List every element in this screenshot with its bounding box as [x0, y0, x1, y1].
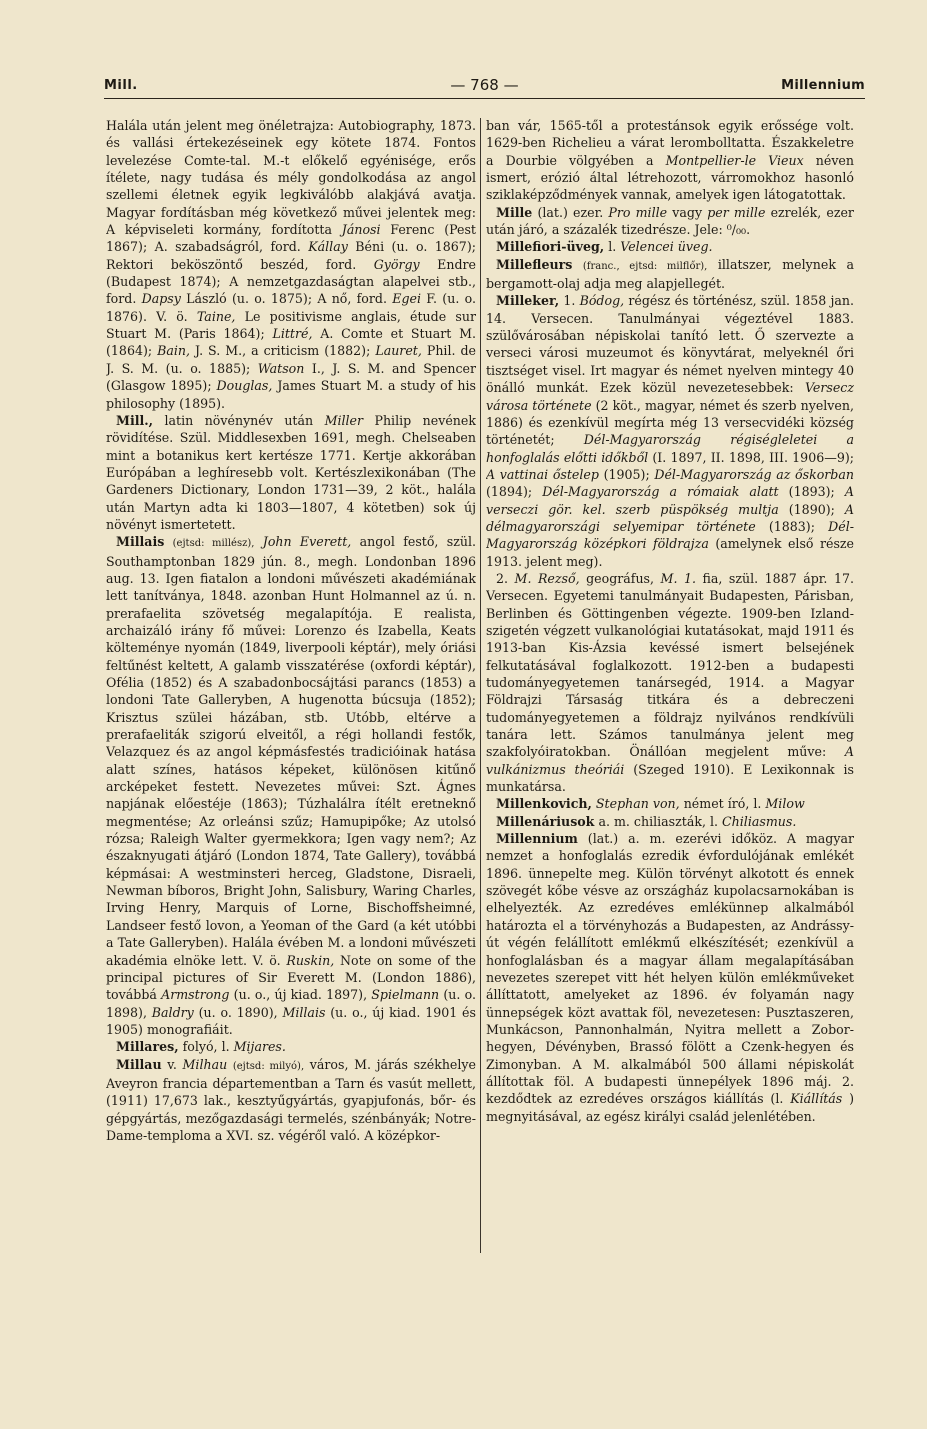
entry-milleker-bodog: Milleker, 1. Bódog, régész és történész, szül. 1858 jan. 14. Versecen. Tanulmányai végeztével 1883. szülővárosában népiskolai tanító lett. Ő szervezte a verseci városi muzeumot és könyvtárat, melyeknél őri tisztséget visel. Irt magyar és német nyelven mintegy 40 önálló munkát. Ezek közül nevezetesebbek: Versecz városa története (2 köt., magyar, német és szerb nyelven, 1886) és ezenkívül megírta még 13 versecvidéki község történetét; Dél-Magyarország régiségleletei a honfoglalás előtti időkből (I. 1897, II. 1898, III. 1906—9); A vattinai őstelep (1905); Dél-Magyarország az őskorban (1894); Dél-Magyarország a rómaiak alatt (1893); A verseczi gör. kel. szerb püspökség multja (1890); A délmagyarországi selyemipar története (1883); Dél-Magyarország középkori földrajza (amelynek első része 1913. jelent meg). — [486, 293, 854, 569]
entry-mille: Mille (lat.) ezer. Pro mille vagy per mille ezrelék, ezer után járó, a százalék tizedrésze. Jele: ⁰/₀₀. — [486, 204, 854, 238]
page-header — [104, 76, 865, 99]
column-divider — [480, 118, 481, 1253]
header-right-keyword: Millennium — [781, 78, 865, 93]
entry-milleker-rezso: 2. M. Rezső, geográfus, M. 1. fia, szül. 1887 ápr. 17. Versecen. Egyetemi tanulmányait Budapesten, Párisban, Berlinben és Göttingenben végezte. 1909-ben Izland-szigetén végzett vulkanológiai kutatásokat, majd 1911 és 1913-ban Kis-Ázsia kevéssé ismert belsejének felkutatásával foglalkozott. 1912-ben a budapesti tudományegyetemen tanársegéd, 1914. a Magyar Földrajzi Társaság titkára és a debreczeni tudományegyetemen a földrajz nyilvános rendkívüli tanára lett. Számos tanulmánya jelent meg szakfolyóiratokban. Önállóan megjelent műve: A vulkánizmus theóriái (Szeged 1910). E Lexikonnak is munkatársa. — [486, 570, 854, 795]
right-column — [486, 117, 854, 1237]
entry-millau: Millau v. Milhau (ejtsd: milyó), város, M. járás székhelye Aveyron francia départementban a Tarn és vasút mellett, (1911) 17,673 lak., kesztyűgyártás, gyapjufonás, bőr- és gépgyártás, mezőgazdasági termelés, szénbányák; Notre-Dame-temploma a XVI. sz. végéről való. A középkor- — [106, 1056, 476, 1143]
header-left-keyword: Mill. — [104, 78, 138, 93]
entry-millares: Millares, folyó, l. Mijares. — [116, 1039, 286, 1055]
entry-millefleurs: Millefleurs (franc., ejtsd: milflőr), illatszer, melynek a bergamott-olaj adja meg alapjellegét. — [486, 256, 854, 292]
left-column — [106, 117, 476, 1237]
page-number: — 768 — — [450, 76, 519, 94]
entry-mill-continued: Halála után jelent meg önéletrajza: Autobiography, 1873. és vallási értekezéseinek egy kötete 1874. Fontos levelezése Comte-tal. M.-t előkelő egyénisége, erős ítélete, nagy tudása és mély gondolkodása az angol szellemi életnek egyik legkiválóbb alakjává avatja. Magyar fordításban még következő művei jelentek meg: A képviseleti kormány, fordította Jánosi Ferenc (Pest 1867); A. szabadságról, ford. Kállay Béni (u. o. 1867); Rektori beköszöntő beszéd, ford. György Endre (Budapest 1874); A nemzetgazdaságtan alapelvei stb., ford. Dapsy László (u. o. 1875); A nő, ford. Egei F. (u. o. 1876). V. ö. Taine, Le positivisme anglais, étude sur Stuart M. (Paris 1864); Littré, A. Comte et Stuart M. (1864); Bain, J. S. M., a criticism (1882); Lauret, Phil. de J. S. M. (u. o. 1885); Watson I., J. S. M. and Spencer (Glasgow 1895); Douglas, James Stuart M. a study of his philosophy (1895). — [106, 118, 476, 411]
entry-millefiori: Millefiori-üveg, l. Velencei üveg. — [496, 239, 713, 255]
entry-millenariusok: Millenáriusok a. m. chiliaszták, l. Chiliasmus. — [496, 813, 797, 829]
entry-millenkovich: Millenkovich, Stephan von, német író, l. Milow — [496, 796, 805, 812]
entry-mill-botanist: Mill., latin növénynév után Miller Philip nevének rövidítése. Szül. Middlesexben 1691, megh. Chelseaben mint a botanikus kert kertésze 1771. Kertje akkorában Európában a leghíresebb volt. Kertészlexikonában (The Gardeners Dictionary, London 1731—39, 2 köt., halála után Martyn adta ki 1803—1807, 4 kötetben) sok új növényt ismertetett. — [106, 412, 476, 532]
entry-millais: Millais (ejtsd: millész), John Everett, angol festő, szül. Southamptonban 1829 jún. 8., megh. Londonban 1896 aug. 13. Igen fiatalon a londoni művészeti akadémiának lett tanítványa, 1848. azonban Hunt Holmannel az ú. n. prerafaelita szövetség megalapítója. E realista, archaizáló irány fő művei: Lorenzo és Izabella, Keats költeménye nyomán (1849, liverpooli képtár), mely óriási feltűnést keltett, A galamb visszatérése (oxfordi képtár), Ofélia (1852) és A szabadonbocsájtási parancs (1853) a londoni Tate Galleryben, A hugenotta búcsuja (1852); Krisztus szülei házában, stb. Utóbb, eltérve a prerafaeliták szigorú elveitől, a régi hollandi festők, Velazquez és az angol képmásfestés tradicióinak hatása alatt színes, hatásos képeket, különösen kitűnő arcképeket festett. Nevezetes művei: Szt. Ágnes napjának előestéje (1863); Túzhalálra ítélt eretneknő megmentése; Az orleánsi szűz; Hamupipőke; Az utolsó rózsa; Raleigh Walter gyermekkora; Igen vagy nem?; Az északnyugati átjáró (London 1874, Tate Gallery), továbbá képmásai: A westminsteri herceg, Gladstone, Disraeli, Newman bíboros, Bright John, Salisbury, Waring Charles, Irving Henry, Marquis of Lorne, Bischoffsheimné, Landseer festő lovon, a Yeoman of the Gard (a két utóbbi a Tate Galleryben). Halála évében M. a londoni művészeti akadémia elnöke lett. V. ö. Ruskin, Note on some of the principal pictures of Sir Everett M. (London 1886), továbbá Armstrong (u. o., új kiad. 1897), Spielmann (u. o. 1898), Baldry (u. o. 1890), Millais (u. o., új kiad. 1901 és 1905) monografiáit. — [106, 534, 476, 1037]
entry-millennium: Millennium (lat.) a. m. ezerévi időköz. A magyar nemzet a honfoglalás ezredik évfordulójának emlékét 1896. ünnepelte meg. Külön törvényt alkotott és ennek szövegét kőbe vésve az országház kupolacsarnokában is elhelyezték. Az ezredéves emlékünnep alkalmából határozta el a törvényhozás a Budapesten, az Andrássy-út végén felállított emlékmű elkészítését; ezenkívül a honfoglalásban és a magyar állam megalapításában nevezetes szerepet vitt hét helyen külön emlékműveket állíttatott, amelyeket az 1896. év folyamán nagy ünnepségek közt avattak föl, nevezetesen: Pusztaszeren, Munkácson, Pannonhalmán, Nyitra mellett a Zobor-hegyen, Dévényben, Brassó fölött a Czenk-hegyen és Zimonyban. A M. alkalmából 500 állami népiskolát állítottak föl. A budapesti ünnepélyek 1896 máj. 2. kezdődtek az ezredéves országos kiállítás (l. Kiállítás ) megnyitásával, az egész királyi család jelenlétében. — [486, 831, 854, 1124]
entry-millau-continued: ban vár, 1565-től a protestánsok egyik erőssége volt. 1629-ben Richelieu a várat lerombolltatta. Északkeletre a Dourbie völgyében a Montpellier-le Vieux néven ismert, erózió által létrehozott, várromokhoz hasonló sziklaképződmények vannak, amelyek igen látogatottak. — [486, 118, 854, 203]
